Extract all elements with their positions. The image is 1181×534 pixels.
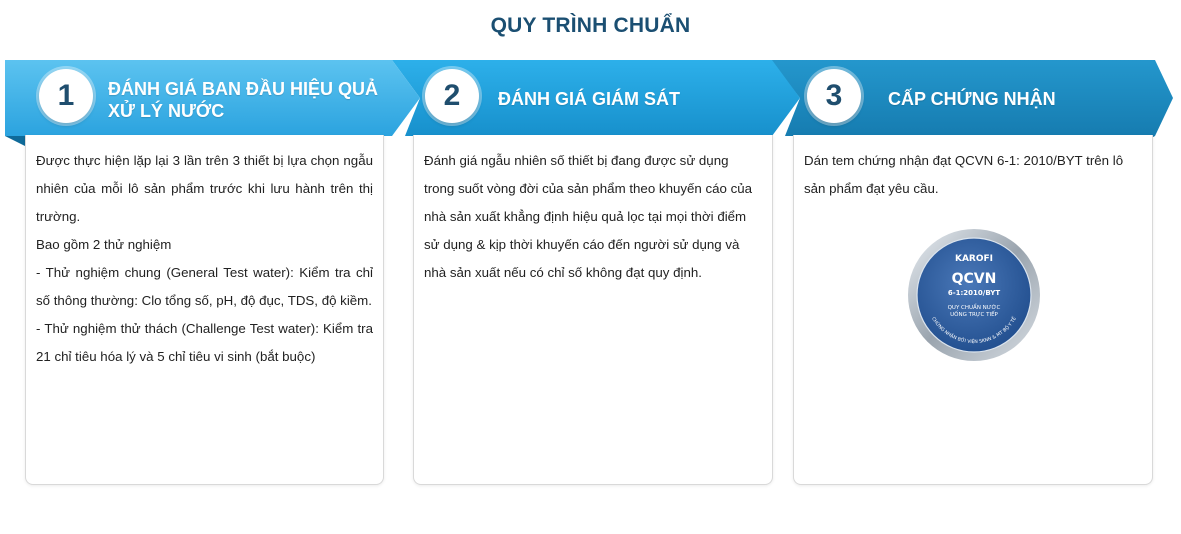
seal-desc-line1: QUY CHUẨN NƯỚC xyxy=(947,305,1001,311)
page-title: QUY TRÌNH CHUẨN xyxy=(490,14,691,37)
step3-line: Dán tem chứng nhận đạt QCVN 6-1: 2010/BYT trên lô xyxy=(804,153,1124,168)
step3-card xyxy=(793,135,1153,485)
step2-line: sử dụng & kịp thời khuyến cáo đến người sử dụng và xyxy=(424,237,740,252)
seal-desc-line2: UỐNG TRỰC TIẾP xyxy=(950,312,998,318)
step2-line: trong suốt vòng đời của sản phẩm theo khuyến cáo của xyxy=(424,181,753,196)
step1-paragraph: Được thực hiện lặp lại 3 lần trên 3 thiết bị lựa chọn ngẫu nhiên của mỗi lô sản phẩm trước khi lưu hành trên thị trường. xyxy=(36,153,373,224)
step1-paragraph: - Thử nghiệm thử thách (Challenge Test water): Kiểm tra 21 chỉ tiêu hóa lý và 5 chỉ tiêu vi sinh (bắt buộc) xyxy=(36,321,373,364)
step2-line: nhà sản xuất nếu có chỉ số không đạt quy định. xyxy=(424,265,702,280)
step1-description xyxy=(36,147,373,371)
qcvn-certification-seal xyxy=(904,225,1044,365)
step3-title: CẤP CHỨNG NHẬN xyxy=(888,89,1056,109)
step1-title-line2: XỬ LÝ NƯỚC xyxy=(108,101,225,121)
ribbon-fold-left xyxy=(5,136,25,146)
step2-title: ĐÁNH GIÁ GIÁM SÁT xyxy=(498,89,680,109)
step1-paragraph: - Thử nghiệm chung (General Test water): Kiểm tra chỉ số thông thường: Clo tổng số, pH, độ đục, TDS, độ kiềm. xyxy=(36,265,373,308)
seal-brand: KAROFI xyxy=(954,254,994,264)
step1-title-line1: ĐÁNH GIÁ BAN ĐẦU HIỆU QUẢ xyxy=(108,79,378,99)
step3-line: sản phẩm đạt yêu cầu. xyxy=(804,181,939,196)
step2-line: nhà sản xuất khẳng định hiệu quả lọc tại mọi thời điểm xyxy=(424,209,747,224)
step1-title xyxy=(108,78,398,122)
step2-description xyxy=(424,147,762,287)
step3-number-badge: 3 xyxy=(807,69,861,123)
step2-line: Đánh giá ngẫu nhiên số thiết bị đang được sử dụng xyxy=(424,153,729,168)
step2-card xyxy=(413,135,773,485)
step2-number-badge: 2 xyxy=(425,69,479,123)
step1-card xyxy=(25,135,384,485)
step1-number-badge: 1 xyxy=(39,69,93,123)
seal-code-line2: 6-1:2010/BYT xyxy=(947,289,1001,297)
seal-code: QCVN xyxy=(951,271,997,287)
step3-description xyxy=(804,147,1142,203)
step1-paragraph: Bao gồm 2 thử nghiệm xyxy=(36,237,172,252)
seal-ring-text-path: CHỨNG NHẬN BỞI VIỆN SKNN & MT BỘ Y TẾ xyxy=(930,316,1018,346)
